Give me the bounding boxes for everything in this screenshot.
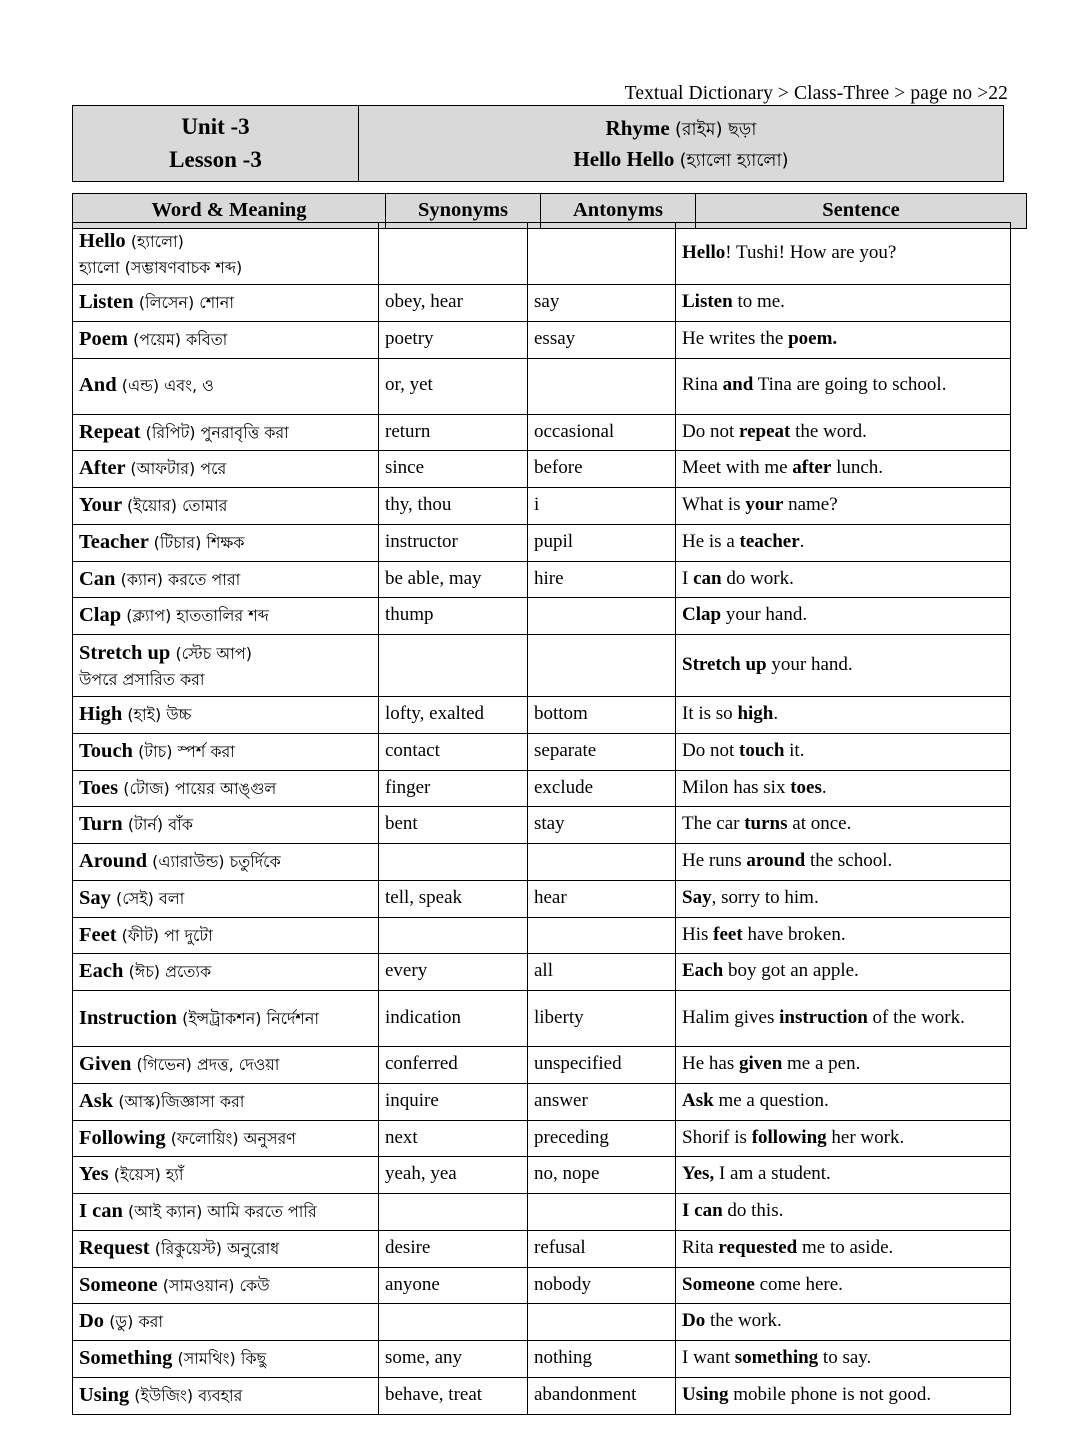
cell-synonyms: next xyxy=(379,1120,528,1157)
cell-sentence: Milon has six toes. xyxy=(676,770,1011,807)
headword: Clap xyxy=(79,604,127,627)
headword: Instruction xyxy=(79,1006,183,1029)
headword-bengali: (ফীট) পা দুটো xyxy=(121,925,213,945)
table-row xyxy=(73,1047,1011,1084)
sentence-keyword: toes xyxy=(790,776,822,798)
cell-word-meaning xyxy=(73,733,379,770)
table-row xyxy=(73,807,1011,844)
cell-synonyms: lofty, exalted xyxy=(379,697,528,734)
cell-word-meaning xyxy=(73,1083,379,1120)
cell-word-meaning xyxy=(73,1377,379,1414)
table-row xyxy=(73,451,1011,488)
cell-antonyms: separate xyxy=(528,733,676,770)
cell-sentence: Clap your hand. xyxy=(676,598,1011,635)
headword: Your xyxy=(79,494,128,516)
headword-bengali: (ফলোয়িং) অনুসরণ xyxy=(170,1128,296,1148)
rhyme-title-en: Hello Hello xyxy=(573,146,675,171)
cell-word-meaning xyxy=(73,807,379,844)
cell-antonyms xyxy=(528,635,676,697)
cell-word-meaning xyxy=(73,1230,379,1267)
sentence-keyword: repeat xyxy=(739,420,791,442)
cell-synonyms: thy, thou xyxy=(379,488,528,525)
cell-word-meaning xyxy=(73,991,379,1047)
cell-antonyms: nothing xyxy=(528,1341,676,1378)
table-row xyxy=(73,917,1011,954)
table-row xyxy=(73,358,1011,414)
cell-word-meaning xyxy=(73,358,379,414)
headword: Each xyxy=(79,960,129,983)
cell-antonyms xyxy=(528,598,676,635)
cell-word-meaning xyxy=(73,488,379,525)
cell-synonyms: yeah, yea xyxy=(379,1157,528,1194)
sentence-keyword: Each xyxy=(682,960,724,982)
rhyme-title-line xyxy=(363,144,999,175)
headword-bengali: (ডু) করা xyxy=(109,1312,164,1332)
cell-synonyms: inquire xyxy=(379,1083,528,1120)
table-row xyxy=(73,697,1011,734)
cell-sentence: Halim gives instruction of the work. xyxy=(676,991,1011,1047)
cell-antonyms: hire xyxy=(528,561,676,598)
cell-synonyms: instructor xyxy=(379,524,528,561)
headword-bengali: (ক্ল্যাপ) হাততালির শব্দ xyxy=(126,606,269,626)
headword: Toes xyxy=(79,776,124,799)
cell-sentence: Do not repeat the word. xyxy=(676,414,1011,451)
cell-synonyms: anyone xyxy=(379,1267,528,1304)
headword-bengali: (টার্ন) বাঁক xyxy=(127,815,193,835)
sentence-keyword: can xyxy=(693,567,722,589)
sentence-keyword: turns xyxy=(744,813,788,835)
table-row xyxy=(73,1341,1011,1378)
headword-bengali: (এন্ড) এবং, ও xyxy=(121,376,214,396)
cell-synonyms xyxy=(379,1194,528,1231)
headword-bengali: (সেই) বলা xyxy=(116,888,185,908)
sentence-keyword: following xyxy=(751,1126,827,1148)
headword-bengali: (আস্ক)জিজ্ঞাসা করা xyxy=(118,1091,245,1111)
cell-word-meaning xyxy=(73,524,379,561)
sentence-keyword: Someone xyxy=(682,1273,755,1295)
cell-synonyms xyxy=(379,1304,528,1341)
table-row xyxy=(73,598,1011,635)
cell-antonyms: no, nope xyxy=(528,1157,676,1194)
headword: Poem xyxy=(79,327,134,350)
cell-antonyms: hear xyxy=(528,880,676,917)
cell-antonyms: stay xyxy=(528,807,676,844)
cell-word-meaning xyxy=(73,451,379,488)
cell-sentence: Hello! Tushi! How are you? xyxy=(676,223,1011,285)
cell-antonyms: refusal xyxy=(528,1230,676,1267)
sentence-keyword: Ask xyxy=(682,1089,714,1111)
cell-antonyms: bottom xyxy=(528,697,676,734)
cell-word-meaning xyxy=(73,1341,379,1378)
table-row xyxy=(73,1230,1011,1267)
cell-word-meaning xyxy=(73,1267,379,1304)
headword-bengali: (পয়েম) কবিতা xyxy=(133,329,228,349)
headword-bengali: (সামওয়ান) কেউ xyxy=(162,1275,270,1295)
cell-sentence: Rina and Tina are going to school. xyxy=(676,358,1011,414)
headword-bengali: (টোজ) পায়ের আঙ্গুল xyxy=(123,778,277,798)
cell-synonyms: contact xyxy=(379,733,528,770)
cell-synonyms: return xyxy=(379,414,528,451)
cell-synonyms: obey, hear xyxy=(379,285,528,322)
headword: Hello xyxy=(79,229,131,252)
cell-sentence: He runs around the school. xyxy=(676,844,1011,881)
sentence-keyword: Listen xyxy=(682,291,733,313)
table-row xyxy=(73,880,1011,917)
column-header-synonyms: Synonyms xyxy=(386,194,541,229)
headword: Touch xyxy=(79,739,139,762)
meaning-bengali: হ্যালো (সম্ভাষণবাচক শব্দ) xyxy=(79,258,243,278)
column-header-word-meaning: Word & Meaning xyxy=(73,194,386,229)
headword-bengali: (লিসেন) শোনা xyxy=(138,293,234,312)
sentence-keyword: around xyxy=(746,850,806,872)
cell-word-meaning xyxy=(73,598,379,635)
cell-sentence: His feet have broken. xyxy=(676,917,1011,954)
cell-synonyms xyxy=(379,844,528,881)
cell-antonyms: all xyxy=(528,954,676,991)
sentence-keyword: your xyxy=(745,494,784,516)
cell-antonyms: liberty xyxy=(528,991,676,1047)
cell-sentence: Do the work. xyxy=(676,1304,1011,1341)
cell-synonyms: some, any xyxy=(379,1341,528,1378)
sentence-keyword: given xyxy=(738,1053,783,1075)
meaning-bengali: উপরে প্রসারিত করা xyxy=(79,670,205,690)
cell-antonyms: answer xyxy=(528,1083,676,1120)
cell-word-meaning xyxy=(73,1120,379,1157)
cell-synonyms: thump xyxy=(379,598,528,635)
column-header-sentence: Sentence xyxy=(696,194,1027,229)
sentence-keyword: touch xyxy=(739,739,785,761)
cell-antonyms xyxy=(528,1194,676,1231)
cell-synonyms: conferred xyxy=(379,1047,528,1084)
column-header-antonyms: Antonyms xyxy=(541,194,696,229)
cell-word-meaning xyxy=(73,561,379,598)
cell-antonyms: abandonment xyxy=(528,1377,676,1414)
headword-bengali: (আফটার) পরে xyxy=(130,459,227,479)
cell-sentence: He writes the poem. xyxy=(676,321,1011,358)
cell-synonyms xyxy=(379,635,528,697)
table-row xyxy=(73,223,1011,285)
cell-synonyms: every xyxy=(379,954,528,991)
headword-bengali: (হাই) উচ্চ xyxy=(127,705,192,724)
headword-bengali: (ইন্সট্রাকশন) নির্দেশনা xyxy=(182,1008,320,1028)
cell-word-meaning xyxy=(73,1047,379,1084)
cell-sentence: Do not touch it. xyxy=(676,733,1011,770)
cell-word-meaning xyxy=(73,917,379,954)
cell-antonyms: i xyxy=(528,488,676,525)
sentence-keyword: feet xyxy=(713,923,743,945)
headword: Listen xyxy=(79,291,139,313)
table-row xyxy=(73,524,1011,561)
sentence-keyword: I can xyxy=(682,1200,723,1222)
headword-bengali: (টিচার) শিক্ষক xyxy=(153,532,245,552)
cell-antonyms xyxy=(528,223,676,285)
sentence-keyword: Yes, xyxy=(682,1163,715,1185)
headword: I can xyxy=(79,1200,128,1222)
table-row xyxy=(73,321,1011,358)
cell-synonyms: or, yet xyxy=(379,358,528,414)
cell-synonyms: tell, speak xyxy=(379,880,528,917)
rhyme-label-line xyxy=(363,113,999,144)
cell-sentence: Say, sorry to him. xyxy=(676,880,1011,917)
sentence-keyword: high xyxy=(737,703,774,725)
headword-bengali: (রিপিট) পুনরাবৃত্তি করা xyxy=(145,422,289,442)
headword: Do xyxy=(79,1310,110,1333)
rhyme-label-en: Rhyme xyxy=(605,116,670,141)
table-row xyxy=(73,561,1011,598)
headword-bengali: (সামথিং) কিছু xyxy=(177,1349,267,1368)
cell-sentence: Someone come here. xyxy=(676,1267,1011,1304)
sentence-keyword: instruction xyxy=(779,1006,868,1028)
cell-sentence: What is your name? xyxy=(676,488,1011,525)
vocabulary-table xyxy=(72,222,1011,1415)
table-row xyxy=(73,1267,1011,1304)
sentence-keyword: Hello xyxy=(682,241,726,263)
cell-antonyms xyxy=(528,358,676,414)
cell-antonyms: before xyxy=(528,451,676,488)
headword: Following xyxy=(79,1126,171,1149)
headword: High xyxy=(79,703,128,725)
cell-sentence: I want something to say. xyxy=(676,1341,1011,1378)
sentence-keyword: Do xyxy=(682,1310,706,1332)
sentence-keyword: Using xyxy=(682,1383,729,1405)
cell-sentence: He is a teacher. xyxy=(676,524,1011,561)
cell-sentence: Rita requested me to aside. xyxy=(676,1230,1011,1267)
unit-lesson-cell xyxy=(73,106,359,182)
cell-sentence: Shorif is following her work. xyxy=(676,1120,1011,1157)
cell-sentence: Listen to me. xyxy=(676,285,1011,322)
headword: Someone xyxy=(79,1273,163,1296)
table-row xyxy=(73,844,1011,881)
headword-bengali: (ঈচ) প্রত্যেক xyxy=(128,962,212,982)
table-row xyxy=(73,1083,1011,1120)
cell-sentence: Each boy got an apple. xyxy=(676,954,1011,991)
cell-synonyms: desire xyxy=(379,1230,528,1267)
headword: Repeat xyxy=(79,420,146,443)
table-row xyxy=(73,991,1011,1047)
headword: Teacher xyxy=(79,530,154,553)
table-row xyxy=(73,1304,1011,1341)
cell-synonyms xyxy=(379,223,528,285)
headword-bengali: (গিভেন) প্রদত্ত, দেওয়া xyxy=(136,1055,280,1074)
table-row xyxy=(73,1120,1011,1157)
cell-word-meaning xyxy=(73,321,379,358)
cell-sentence: Yes, I am a student. xyxy=(676,1157,1011,1194)
cell-sentence: Stretch up your hand. xyxy=(676,635,1011,697)
cell-antonyms xyxy=(528,1304,676,1341)
headword: Something xyxy=(79,1347,178,1369)
headword: Feet xyxy=(79,923,122,946)
cell-word-meaning xyxy=(73,954,379,991)
rhyme-title-bn: (হ্যালো হ্যালো) xyxy=(679,150,789,171)
cell-antonyms: pupil xyxy=(528,524,676,561)
cell-word-meaning xyxy=(73,1194,379,1231)
headword: Request xyxy=(79,1236,155,1259)
table-row xyxy=(73,414,1011,451)
cell-antonyms: essay xyxy=(528,321,676,358)
cell-synonyms: bent xyxy=(379,807,528,844)
cell-sentence: He has given me a pen. xyxy=(676,1047,1011,1084)
breadcrumb: Textual Dictionary > Class-Three > page no >22 xyxy=(624,83,1008,104)
rhyme-cell xyxy=(359,106,1004,182)
cell-word-meaning xyxy=(73,844,379,881)
sentence-keyword: teacher xyxy=(739,530,800,552)
cell-word-meaning xyxy=(73,1304,379,1341)
sentence-keyword: after xyxy=(792,457,832,479)
cell-sentence: Using mobile phone is not good. xyxy=(676,1377,1011,1414)
table-row xyxy=(73,1377,1011,1414)
lesson-label: Lesson -3 xyxy=(169,146,262,172)
headword: Say xyxy=(79,886,117,909)
headword: Using xyxy=(79,1383,135,1406)
cell-word-meaning xyxy=(73,414,379,451)
title-block xyxy=(72,105,1004,182)
sentence-keyword: Stretch up xyxy=(682,653,767,675)
sentence-keyword: poem. xyxy=(788,327,838,349)
cell-antonyms: preceding xyxy=(528,1120,676,1157)
headword: Can xyxy=(79,567,121,590)
table-row xyxy=(73,488,1011,525)
headword: Around xyxy=(79,850,153,872)
cell-antonyms: say xyxy=(528,285,676,322)
headword-bengali: (হ্যালো) xyxy=(130,231,184,251)
cell-sentence: It is so high. xyxy=(676,697,1011,734)
cell-antonyms: nobody xyxy=(528,1267,676,1304)
cell-synonyms: since xyxy=(379,451,528,488)
cell-synonyms: poetry xyxy=(379,321,528,358)
table-row xyxy=(73,1194,1011,1231)
cell-antonyms: occasional xyxy=(528,414,676,451)
headword-bengali: (ইয়েস) হ্যাঁ xyxy=(113,1165,184,1185)
cell-sentence: Ask me a question. xyxy=(676,1083,1011,1120)
table-row xyxy=(73,1157,1011,1194)
table-row xyxy=(73,954,1011,991)
table-row xyxy=(73,733,1011,770)
cell-word-meaning xyxy=(73,223,379,285)
headword: Given xyxy=(79,1053,137,1075)
headword: Turn xyxy=(79,813,128,836)
table-row xyxy=(73,770,1011,807)
cell-antonyms xyxy=(528,844,676,881)
cell-word-meaning xyxy=(73,880,379,917)
rhyme-label-bn: (রাইম) ছড়া xyxy=(674,120,757,141)
headword-bengali: (টাচ) স্পর্শ করা xyxy=(138,741,235,761)
cell-synonyms: indication xyxy=(379,991,528,1047)
cell-word-meaning xyxy=(73,1157,379,1194)
cell-antonyms xyxy=(528,917,676,954)
sentence-keyword: Say xyxy=(682,886,712,908)
cell-word-meaning xyxy=(73,635,379,697)
cell-sentence: I can do this. xyxy=(676,1194,1011,1231)
cell-synonyms xyxy=(379,917,528,954)
headword-bengali: (স্টেচ আপ) xyxy=(175,643,252,663)
sentence-keyword: something xyxy=(734,1347,819,1369)
cell-word-meaning xyxy=(73,285,379,322)
headword: Yes xyxy=(79,1163,114,1186)
cell-sentence: Meet with me after lunch. xyxy=(676,451,1011,488)
headword-bengali: (এ্যারাউন্ড) চতুর্দিকে xyxy=(152,852,281,871)
headword-bengali: (ইউজিং) ব্যবহার xyxy=(134,1385,243,1405)
headword-bengali: (রিকুয়েস্ট) অনুরোধ xyxy=(154,1238,280,1258)
table-row xyxy=(73,285,1011,322)
cell-sentence: The car turns at once. xyxy=(676,807,1011,844)
headword: Stretch up xyxy=(79,641,176,664)
cell-word-meaning xyxy=(73,770,379,807)
cell-antonyms: unspecified xyxy=(528,1047,676,1084)
cell-synonyms: be able, may xyxy=(379,561,528,598)
headword: After xyxy=(79,457,131,480)
headword-bengali: (আই ক্যান) আমি করতে পারি xyxy=(127,1202,317,1221)
headword-bengali: (ক্যান) করতে পারা xyxy=(120,569,241,589)
table-row xyxy=(73,635,1011,697)
headword: And xyxy=(79,374,122,397)
sentence-keyword: Clap xyxy=(682,604,722,626)
unit-label: Unit -3 xyxy=(181,114,250,139)
sentence-keyword: requested xyxy=(718,1236,798,1258)
cell-word-meaning xyxy=(73,697,379,734)
cell-antonyms: exclude xyxy=(528,770,676,807)
cell-sentence: I can do work. xyxy=(676,561,1011,598)
headword: Ask xyxy=(79,1089,119,1112)
sentence-keyword: and xyxy=(722,374,754,396)
headword-bengali: (ইয়োর) তোমার xyxy=(127,496,228,515)
cell-synonyms: finger xyxy=(379,770,528,807)
cell-synonyms: behave, treat xyxy=(379,1377,528,1414)
